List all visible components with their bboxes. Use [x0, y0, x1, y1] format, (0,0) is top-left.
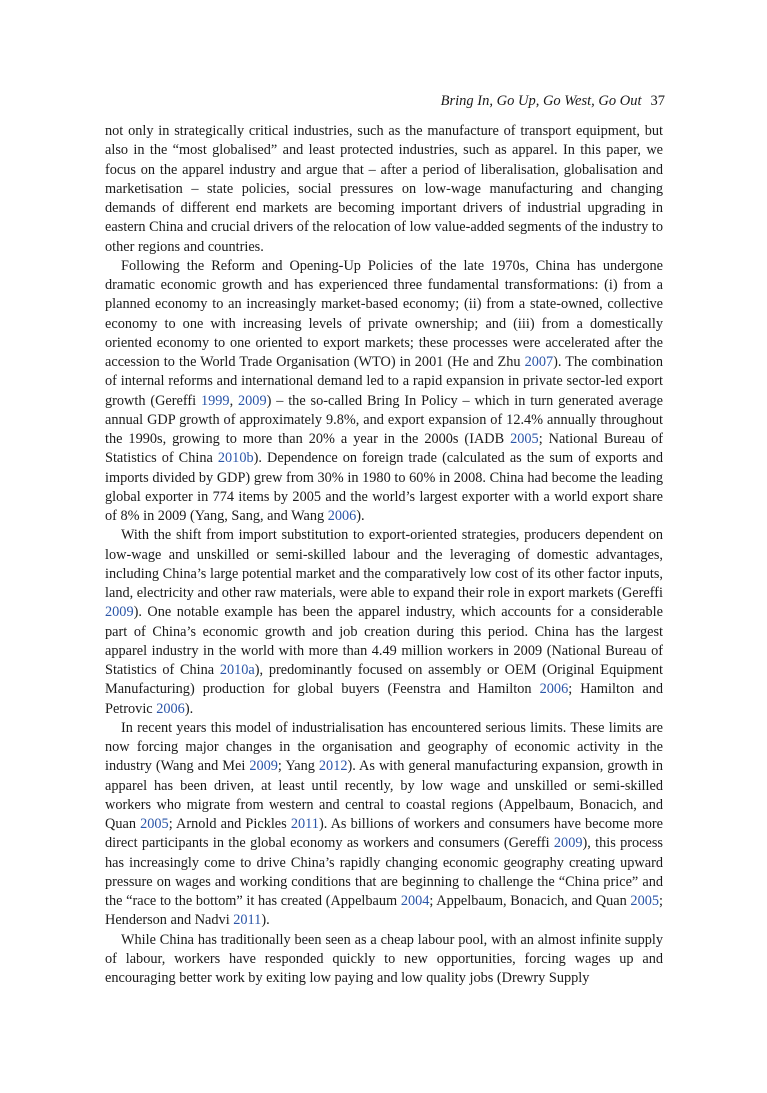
citation-link[interactable]: 2009 [553, 835, 583, 852]
body-text [105, 122, 663, 988]
paragraph-text: ). As with general manufacturing expansion, growth in apparel has been driven, at least until recently, by low wage and unskilled or semi-skilled workers who migrate from western and central to coastal regions (Appelbaum, Bonacich, and Quan [105, 758, 663, 832]
paragraph-text: not only in strategically critical industries, such as the manufacture of transport equipment, but also in the “most globalised” and least protected industries, such as apparel. In this paper, we focus on the apparel industry and argue that – after a period of liberalisation, globalisation and marketisation – state policies, social pressures on low-wage manufacturing and changing demands of different end markets are becoming important drivers of industrial upgrading in eastern China and crucial drivers of the relocation of low value-added segments of the industry to other regions and countries. [105, 123, 663, 255]
paragraph-text: ; Hamilton and Petrovic [105, 681, 663, 717]
citation-link[interactable]: 2011 [290, 816, 319, 832]
paragraph-text: ; Yang [277, 758, 319, 775]
paragraph-text: ). [261, 912, 270, 929]
paragraph [105, 719, 663, 931]
paragraph-text: In recent years this model of industrialisation has encountered serious limits. These limits are now forcing major changes in the organisation and geography of economic activity in the industry (Wang and Mei [105, 719, 663, 775]
paragraph [105, 526, 663, 719]
citation-link[interactable]: 2010a [219, 662, 255, 678]
paragraph-text: ; Appelbaum, Bonacich, and Quan [429, 893, 631, 909]
paragraph-text: ), predominantly focused on assembly or OEM (Original Equipment Manufacturing) production for global buyers (Feenstra and Hamilton [105, 662, 663, 698]
paragraph-text: ). [356, 508, 365, 524]
page-number: 37 [650, 93, 665, 109]
citation-link[interactable]: 2010b [217, 450, 254, 467]
citation-link[interactable]: 2009 [105, 604, 134, 621]
paragraph [105, 257, 663, 527]
paragraph-text: ; Arnold and Pickles [168, 816, 291, 832]
citation-link[interactable]: 2004 [400, 893, 430, 909]
citation-link[interactable]: 2009 [238, 392, 267, 409]
paragraph-text: ). As billions of workers and consumers have become more direct participants in the global economy as workers and consumers (Gereffi [105, 816, 663, 852]
paragraph-text: With the shift from import substitution to export-oriented strategies, producers dependent on low-wage and unskilled or semi-skilled labour and the leveraging of domestic advantages, including China’s large potential market and the comparatively low cost of its other factor inputs, land, electricity and other raw materials, were able to expand their role in export markets (Gereffi [105, 527, 663, 601]
citation-link[interactable]: 2011 [233, 912, 262, 929]
citation-link[interactable]: 2005 [630, 893, 660, 909]
citation-link[interactable]: 2005 [510, 431, 539, 447]
citation-link[interactable]: 2006 [327, 508, 357, 524]
paragraph-text: ). One notable example has been the apparel industry, which accounts for a considerable part of China’s economic growth and job creation during this period. China has the largest apparel industry in the world with more than 4.49 million workers in 2009 (National Bureau of Statistics of China [105, 604, 663, 678]
paragraph-text: While China has traditionally been seen as a cheap labour pool, with an almost infinite supply of labour, workers have responded quickly to new opportunities, forcing wages up and encouraging better work by exiting low paying and low quality jobs (Drewry Supply [105, 931, 663, 986]
paragraph-text: ). Dependence on foreign trade (calculated as the sum of exports and imports divided by GDP) grew from 30% in 1980 to 60% in 2008. China had become the leading global exporter in 774 items by 2005 and the world’s largest exporter with a world export share of 8% in 2009 (Yang, Sang, and Wang [105, 450, 663, 524]
running-head [441, 93, 665, 110]
paragraph-text: ). [184, 700, 194, 717]
citation-link[interactable]: 2006 [156, 700, 185, 717]
paragraph-text: ), this process has increasingly come to drive China’s rapidly changing economic geography creating upward pressure on wages and working conditions that are beginning to challenge the “China price” and the “race to the bottom” it has created (Appelbaum [105, 835, 663, 909]
paragraph-text: , [229, 392, 238, 409]
paragraph-text: ) – the so-called Bring In Policy – which in turn generated average annual GDP growth of approximately 9.8%, and export expansion of 12.4% annually throughout the 1990s, growing to more than 20% a year in the 2000s (IADB [105, 392, 663, 447]
citation-link[interactable]: 2012 [318, 758, 348, 775]
paragraph [105, 122, 663, 257]
paragraph-text: ; National Bureau of Statistics of China [105, 431, 663, 467]
paragraph-text: ; Henderson and Nadvi [105, 893, 663, 929]
running-head-title: Bring In, Go Up, Go West, Go Out [440, 93, 642, 109]
citation-link[interactable]: 1999 [200, 392, 230, 409]
paragraph-text: Following the Reform and Opening-Up Policies of the late 1970s, China has undergone dramatic economic growth and has experienced three fundamental transformations: (i) from a planned economy to an increasingly market-based economy; (ii) from a state-owned, collective economy to one with increasing levels of private ownership; and (iii) from a domestically oriented economy to one oriented to export markets; these processes were accelerated after the accession to the World Trade Organisation (WTO) in 2001 (He and Zhu [105, 257, 663, 370]
citation-link[interactable]: 2009 [249, 758, 278, 775]
citation-link[interactable]: 2005 [140, 816, 169, 832]
citation-link[interactable]: 2006 [539, 681, 569, 698]
citation-link[interactable]: 2007 [524, 354, 554, 370]
paragraph-text: ). The combination of internal reforms and international demand led to a rapid expansion in private sector-led export growth (Gereffi [105, 354, 663, 409]
paragraph [105, 931, 663, 989]
